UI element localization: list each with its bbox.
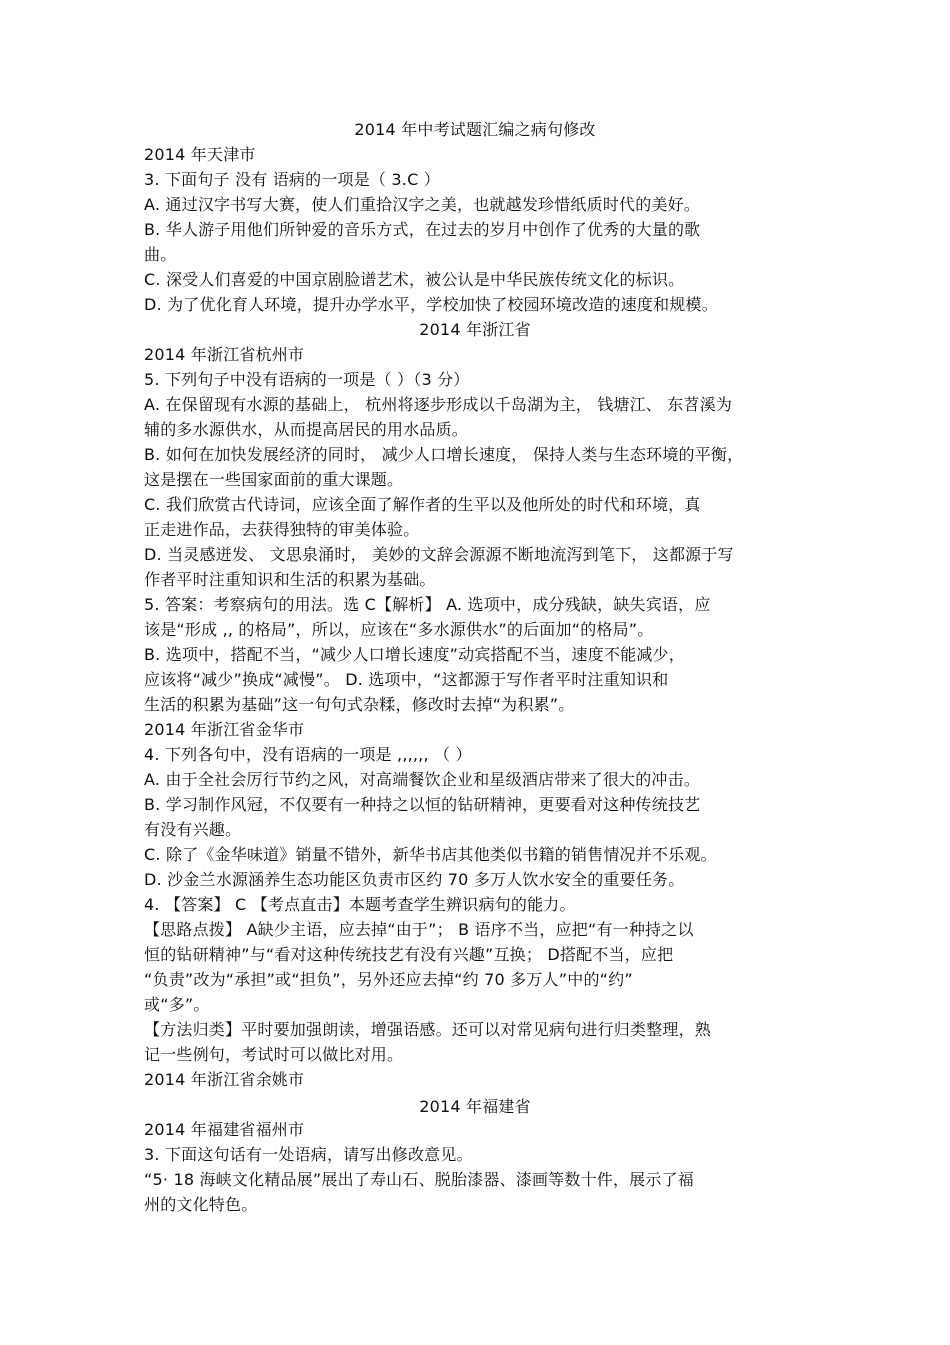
option-d: D. 沙金兰水源涵养生态功能区负责市区约 70 多万人饮水安全的重要任务。 (144, 870, 685, 889)
option-a-continued: 辅的多水源供水，从而提高居民的用水品质。 (144, 420, 469, 439)
section-heading-jinhua: 2014 年浙江省金华市 (144, 720, 305, 739)
answer-text: 应该将“减少”换成“减慢”。 D. 选项中，“这都源于写作者平时注重知识和 (144, 670, 669, 689)
province-heading-fujian: 2014 年福建省 (419, 1097, 531, 1116)
option-b: B. 如何在加快发展经济的同时， 减少人口增长速度， 保持人类与生态环境的平衡， (144, 445, 744, 464)
option-b-continued: 曲。 (144, 245, 177, 264)
option-b-continued: 这是摆在一些国家面前的重大课题。 (144, 470, 404, 489)
option-b: B. 学习制作风冠，不仅要有一种持之以恒的钻研精神，更要看对这种传统技艺 (144, 795, 701, 814)
question-sentence-continued: 州的文化特色。 (144, 1195, 258, 1214)
answer-text: 4. 【答案】 C 【考点直击】本题考查学生辨识病句的能力。 (144, 895, 576, 914)
question-text: 4. 下列各句中，没有语病的一项是 ,,,,,, （ ） (144, 745, 472, 764)
option-c-continued: 正走进作品，去获得独特的审美体验。 (144, 520, 420, 539)
question-text: 3. 下面句子 没有 语病的一项是（ 3.C ） (144, 170, 440, 189)
method-text: 记一些例句，考试时可以做比对用。 (144, 1045, 404, 1064)
option-c: C. 我们欣赏古代诗词，应该全面了解作者的生平以及他所处的时代和环境，真 (144, 495, 701, 514)
question-text: 5. 下列句子中没有语病的一项是（ ）（3 分） (144, 370, 470, 389)
question-sentence: “5· 18 海峡文化精品展”展出了寿山石、脱胎漆器、漆画等数十件，展示了福 (144, 1170, 694, 1189)
analysis-text: 恒的钻研精神”与“看对这种传统技艺有没有兴趣”互换； D搭配不当，应把 (144, 945, 674, 964)
document-title: 2014 年中考试题汇编之病句修改 (354, 120, 596, 139)
answer-text: 5. 答案：考察病句的用法。选 C【解析】 A. 选项中，成分残缺，缺失宾语，应 (144, 595, 711, 614)
analysis-text: “负责”改为“承担”或“担负”，另外还应去掉“约 70 多万人”中的“约” (144, 970, 633, 989)
method-text: 【方法归类】平时要加强朗读，增强语感。还可以对常见病句进行归类整理，熟 (144, 1020, 712, 1039)
answer-text: B. 选项中，搭配不当，“减少人口增长速度”动宾搭配不当，速度不能减少， (144, 645, 685, 664)
section-heading-yuyao: 2014 年浙江省余姚市 (144, 1070, 305, 1089)
section-heading-tianjin: 2014 年天津市 (144, 145, 256, 164)
option-a: A. 在保留现有水源的基础上， 杭州将逐步形成以千岛湖为主， 钱塘江、 东苕溪为 (144, 395, 733, 414)
option-d-continued: 作者平时注重知识和生活的积累为基础。 (144, 570, 436, 589)
option-c: C. 除了《金华味道》销量不错外，新华书店其他类似书籍的销售情况并不乐观。 (144, 845, 717, 864)
answer-text: 生活的积累为基础”这一句句式杂糅，修改时去掉“为积累”。 (144, 695, 575, 714)
option-a: A. 由于全社会厉行节约之风，对高端餐饮企业和星级酒店带来了很大的冲击。 (144, 770, 701, 789)
option-a: A. 通过汉字书写大赛，使人们重拾汉字之美，也就越发珍惜纸质时代的美好。 (144, 195, 701, 214)
section-heading-hangzhou: 2014 年浙江省杭州市 (144, 345, 305, 364)
answer-text: 该是“形成 ,, 的格局”，所以，应该在“多水源供水”的后面加“的格局”。 (144, 620, 654, 639)
question-text: 3. 下面这句话有一处语病，请写出修改意见。 (144, 1145, 473, 1164)
section-heading-fuzhou: 2014 年福建省福州市 (144, 1120, 305, 1139)
option-b: B. 华人游子用他们所钟爱的音乐方式，在过去的岁月中创作了优秀的大量的歌 (144, 220, 701, 239)
option-d: D. 当灵感迸发、 文思泉涌时， 美妙的文辞会源源不断地流泻到笔下， 这都源于写 (144, 545, 734, 564)
analysis-text: 【思路点拨】 A缺少主语，应去掉“由于”； B 语序不当，应把“有一种持之以 (144, 920, 694, 939)
province-heading-zhejiang: 2014 年浙江省 (419, 320, 531, 339)
option-b-continued: 有没有兴趣。 (144, 820, 242, 839)
option-d: D. 为了优化育人环境，提升办学水平，学校加快了校园环境改造的速度和规模。 (144, 295, 718, 314)
analysis-text: 或“多”。 (144, 995, 210, 1014)
option-c: C. 深受人们喜爱的中国京剧脸谱艺术，被公认是中华民族传统文化的标识。 (144, 270, 685, 289)
